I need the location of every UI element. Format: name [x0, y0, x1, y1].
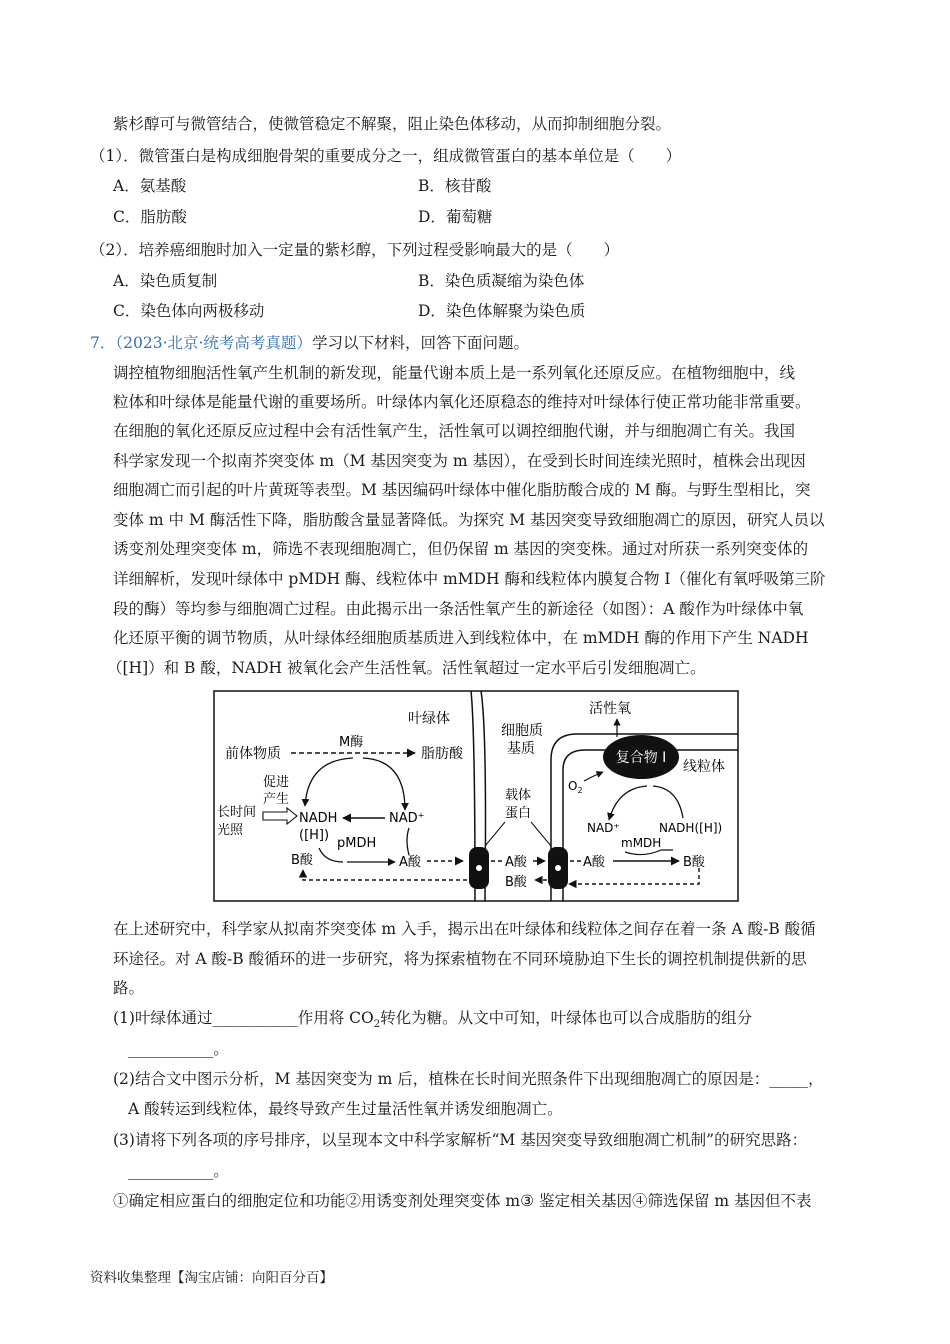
- label-long-time: 长时间: [217, 805, 257, 820]
- q6-1-option-b: B．核苷酸: [418, 177, 492, 195]
- label-cytoplasm: 细胞质: [501, 723, 543, 739]
- label-complex-i: 复合物 I: [615, 750, 667, 766]
- para1-line: （[H]）和 B 酸，NADH 被氧化会产生活性氧。活性氧超过一定水平后引发细胞凋亡。: [107, 659, 706, 677]
- label-o2: $O_2$: [568, 779, 583, 795]
- label-b-acid-left: B酸: [291, 853, 313, 868]
- label-nad-left: NAD⁺: [389, 811, 425, 826]
- q6-1-option-c: C．脂肪酸: [113, 208, 187, 226]
- label-chloroplast: 叶绿体: [408, 711, 450, 727]
- label-mitochondrion: 线粒体: [683, 759, 725, 775]
- label-light: 光照: [217, 823, 244, 838]
- label-nadh-left: NADH: [299, 811, 338, 826]
- label-fatty-acid: 脂肪酸: [421, 746, 463, 762]
- q7-number: 7．: [90, 334, 116, 352]
- para1-line: 细胞凋亡而引起的叶片黄斑等表型。M 基因编码叶绿体中催化脂肪酸合成的 M 酶。与野生型相比，突: [113, 481, 811, 499]
- subq1-blank: ___________。: [128, 1040, 229, 1058]
- para1-line: 详细解析，发现叶绿体中 pMDH 酶、线粒体中 mMDH 酶和线粒体内膜复合物 I（催化有氧呼吸第三阶: [113, 570, 826, 588]
- transporter-right: [548, 847, 568, 889]
- subq2-line: (2)结合文中图示分析，M 基因突变为 m 后，植株在长时间光照条件下出现细胞凋亡的原因是：_____，: [113, 1070, 824, 1088]
- subq2-line: A 酸转运到线粒体，最终导致产生过量活性氧并诱发细胞凋亡。: [128, 1100, 563, 1118]
- footer-source: 资料收集整理【淘宝店铺：向阳百分百】: [90, 1270, 333, 1286]
- q6-1-stem: （1）．微管蛋白是构成细胞骨架的重要成分之一，组成微管蛋白的基本单位是（ ）: [90, 147, 682, 165]
- subq1-part-b: 转化为糖。从文中可知，叶绿体也可以合成脂肪的组分: [380, 1009, 753, 1027]
- label-nad-right: NAD⁺: [587, 821, 620, 835]
- subq3-line: (3)请将下列各项的序号排序，以呈现本文中科学家解析“M 基因突变导致细胞凋亡机制”的研究思路：: [113, 1131, 808, 1149]
- label-a-acid-cyto: A酸: [505, 855, 527, 870]
- para1-line: 在细胞的氧化还原反应过程中会有活性氧产生，活性氧可以调控细胞代谢，并与细胞凋亡有关。我国: [113, 422, 796, 440]
- q6-2-stem: （2）．培养癌细胞时加入一定量的紫杉醇，下列过程受影响最大的是（ ）: [90, 241, 620, 259]
- q7-source: （2023·北京·统考高考真题）: [115, 334, 312, 352]
- q6-1-option-a: A．氨基酸: [113, 177, 187, 195]
- para2-line: 环途径。对 A 酸-B 酸循环的进一步研究，将为探索植物在不同环境胁迫下生长的调控机制提供新的思: [113, 950, 807, 968]
- label-h-left: ([H]): [299, 828, 330, 843]
- para1-line: 变体 m 中 M 酶活性下降，脂肪酸含量显著降低。为探究 M 基因突变导致细胞凋亡的原因，研究人员以: [113, 511, 825, 529]
- intro-tail: 紫杉醇可与微管结合，使微管稳定不解聚，阻止染色体移动，从而抑制细胞分裂。: [113, 115, 672, 133]
- para1-line: 科学家发现一个拟南芥突变体 m（M 基因突变为 m 基因），在受到长时间连续光照时，植株会出现因: [113, 452, 806, 470]
- label-b-acid-cyto: B酸: [505, 875, 527, 890]
- q6-2-option-c: C．染色体向两极移动: [113, 302, 265, 320]
- label-nadh-right: NADH([H]): [659, 821, 723, 835]
- q6-2-option-b: B．染色质凝缩为染色体: [418, 272, 585, 290]
- label-produce: 产生: [263, 792, 290, 807]
- label-protein: 蛋白: [505, 806, 532, 821]
- label-m-enzyme: M酶: [339, 735, 364, 750]
- para1-line: 化还原平衡的调节物质，从叶绿体经细胞质基质进入到线粒体中，在 mMDH 酶的作用下产生 NADH: [113, 629, 809, 647]
- subq3-blank: ___________。: [128, 1162, 229, 1180]
- subq1-part-a: (1)叶绿体通过___________作用将 CO: [113, 1009, 374, 1027]
- ab-acid-cycle-diagram: [213, 690, 739, 902]
- label-matrix: 基质: [507, 741, 535, 757]
- label-ros: 活性氧: [589, 701, 631, 717]
- para1-line: 调控植物细胞活性氧产生机制的新发现，能量代谢本质上是一系列氧化还原反应。在植物细胞中，线: [113, 364, 796, 382]
- label-a-acid-chloro: A酸: [399, 855, 421, 870]
- q6-2-option-a: A．染色质复制: [113, 272, 218, 290]
- para2-line: 路。: [113, 979, 145, 997]
- para1-line: 粒体和叶绿体是能量代谢的重要场所。叶绿体内氧化还原稳态的维持对叶绿体行使正常功能非常重要。: [113, 393, 811, 411]
- label-carrier: 载体: [505, 788, 532, 803]
- label-a-acid-mito: A酸: [583, 855, 605, 870]
- co2-subscript: 2: [373, 1019, 381, 1031]
- q6-1-option-d: D．葡萄糖: [418, 208, 493, 226]
- label-precursor: 前体物质: [225, 746, 281, 762]
- label-pmdh: pMDH: [337, 836, 377, 851]
- para1-line: 诱变剂处理突变体 m，筛选不表现细胞凋亡，但仍保留 m 基因的突变株。通过对所获一系列突变体的: [113, 540, 809, 558]
- transporter-left: [469, 847, 489, 889]
- subq3-options: ①确定相应蛋白的细胞定位和功能②用诱变剂处理突变体 m③ 鉴定相关基因④筛选保留 m 基因但不表: [113, 1192, 812, 1210]
- label-b-acid-mito: B酸: [683, 855, 705, 870]
- para2-line: 在上述研究中，科学家从拟南芥突变体 m 入手，揭示出在叶绿体和线粒体之间存在着一条 A 酸-B 酸循: [113, 920, 816, 938]
- label-promote: 促进: [263, 775, 290, 790]
- label-mmdh: mMDH: [621, 836, 662, 850]
- q7-header: [90, 332, 529, 354]
- q6-2-option-d: D．染色体解聚为染色质: [418, 302, 586, 320]
- subq1-line: [113, 1007, 752, 1029]
- para1-line: 段的酶）等均参与细胞凋亡过程。由此揭示出一条活性氧产生的新途径（如图）：A 酸作为叶绿体中氧: [113, 600, 804, 618]
- q7-prompt: 学习以下材料，回答下面问题。: [311, 334, 529, 352]
